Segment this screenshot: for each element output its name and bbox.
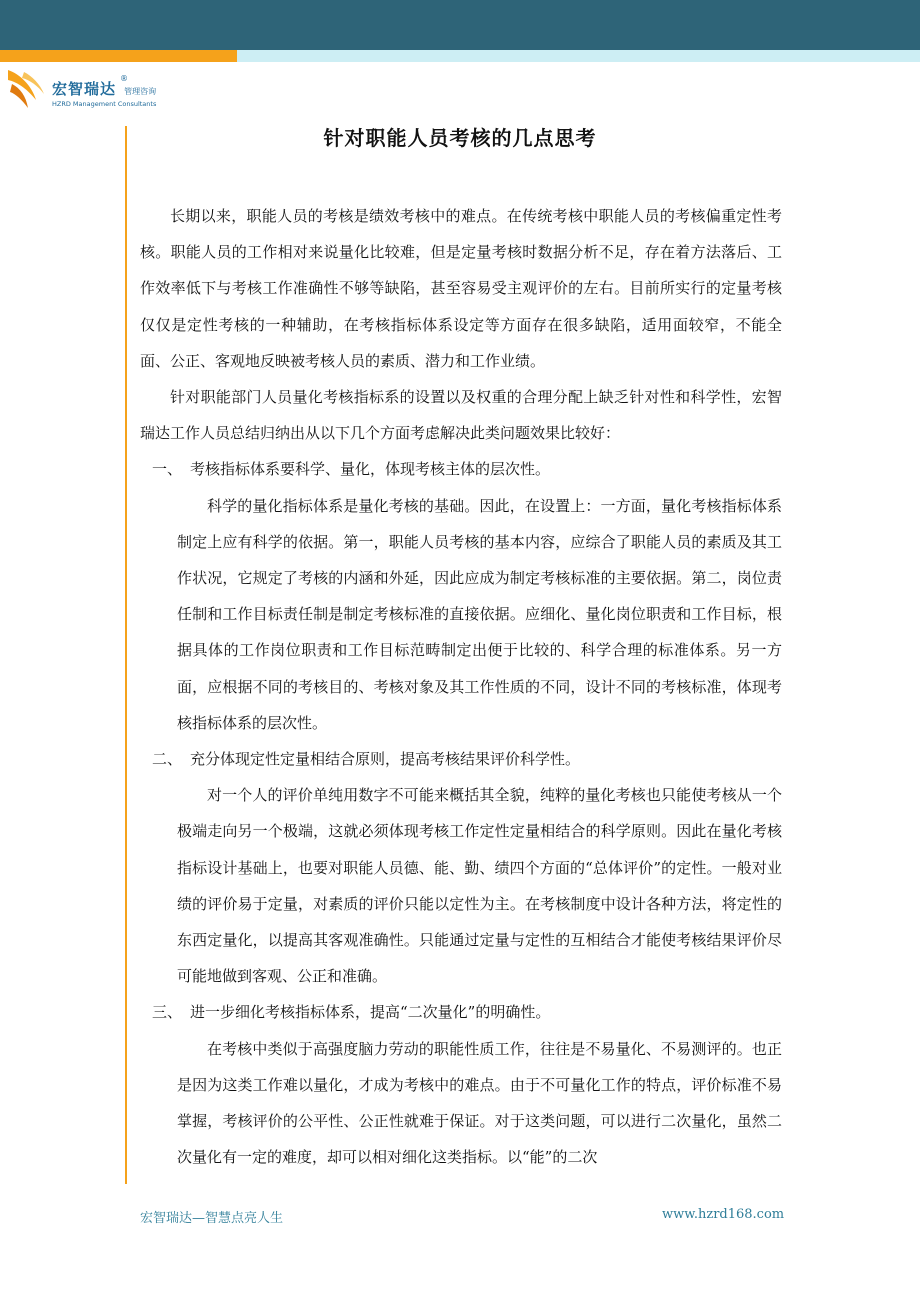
footer-slogan: 宏智瑞达—智慧点亮人生 [140, 1211, 284, 1226]
section-paragraph: 对一个人的评价单纯用数字不可能来概括其全貌，纯粹的量化考核也只能使考核从一个极端走向另一个极端，这就必须体现考核工作定性定量相结合的科学原则。因此在量化考核指标设计基础上，也要对职能人员德、能、勤、绩四个方面的“总体评价”的定性。一般对业绩的评价易于定量，对素质的评价只能以定性为主。在考核制度中设计各种方法，将定性的东西定量化，以提高其客观准确性。只能通过定量与定性的互相结合才能使考核结果评价尽可能地做到客观、公正和准确。 [177, 786, 782, 986]
section-paragraph: 科学的量化指标体系是量化考核的基础。因此，在设置上：一方面，量化考核指标体系制定上应有科学的依据。第一，职能人员考核的基本内容，应综合了职能人员的素质及其工作状况，它规定了考核的内涵和外延，因此应成为制定考核标准的主要依据。第二，岗位责任制和工作目标责任制是制定考核标准的直接依据。应细化、量化岗位职责和工作目标，根据具体的工作岗位职责和工作目标范畴制定出便于比较的、科学合理的标准体系。另一方面，应根据不同的考核目的、考核对象及其工作性质的不同，设计不同的考核标准，体现考核指标体系的层次性。 [177, 496, 782, 732]
logo-name-cn: 宏智瑞达 [52, 80, 117, 98]
logo-name-en: HZRD Management Consultants [52, 100, 157, 108]
document-title: 针对职能人员考核的几点思考 [323, 126, 597, 150]
intro-paragraph: 长期以来，职能人员的考核是绩效考核中的难点。在传统考核中职能人员的考核偏重定性考核。职能人员的工作相对来说量化比较难，但是定量考核时数据分析不足，存在着方法落后、工作效率低下与考核工作准确性不够等缺陷，甚至容易受主观评价的左右。目前所实行的定量考核仅仅是定性考核的一种辅助，在考核指标体系设定等方面存在很多缺陷，适用面较窄，不能全面、公正、客观地反映被考核人员的素质、潜力和工作业绩。 [140, 207, 782, 370]
document-body [140, 198, 782, 1175]
accent-stripe-light [237, 50, 920, 62]
logo-registered-mark: ® [120, 74, 128, 83]
section-paragraph: 在考核中类似于高强度脑力劳动的职能性质工作，往往是不易量化、不易测评的。也正是因为这类工作难以量化，才成为考核中的难点。由于不可量化工作的特点，评价标准不易掌握，考核评价的公平性、公正性就难于保证。对于这类问题，可以进行二次量化，虽然二次量化有一定的难度，却可以相对细化这类指标。以“能”的二次 [177, 1039, 782, 1167]
section-number: 一、 [152, 460, 183, 479]
logo-tagline: 管理咨询 [124, 87, 157, 96]
section-heading [140, 994, 782, 1030]
logo-wordmark [52, 74, 157, 108]
section-heading [140, 451, 782, 487]
margin-rule [125, 126, 127, 1184]
accent-stripe-orange [0, 50, 237, 62]
intro-paragraph: 针对职能部门人员量化考核指标系的设置以及权重的合理分配上缺乏针对性和科学性，宏智瑞达工作人员总结归纳出从以下几个方面考虑解决此类问题效果比较好： [140, 388, 782, 443]
section-heading-text: 考核指标体系要科学、量化，体现考核主体的层次性。 [190, 460, 551, 479]
top-banner [0, 0, 920, 50]
section-heading [140, 741, 782, 777]
section-number: 二、 [152, 750, 183, 769]
footer-website-link[interactable]: www.hzrd168.com [662, 1207, 785, 1222]
section-heading-text: 充分体现定性定量相结合原则，提高考核结果评价科学性。 [190, 750, 581, 769]
section-heading-text: 进一步细化考核指标体系，提高“二次量化”的明确性。 [190, 1003, 551, 1022]
section-number: 三、 [152, 1003, 183, 1022]
